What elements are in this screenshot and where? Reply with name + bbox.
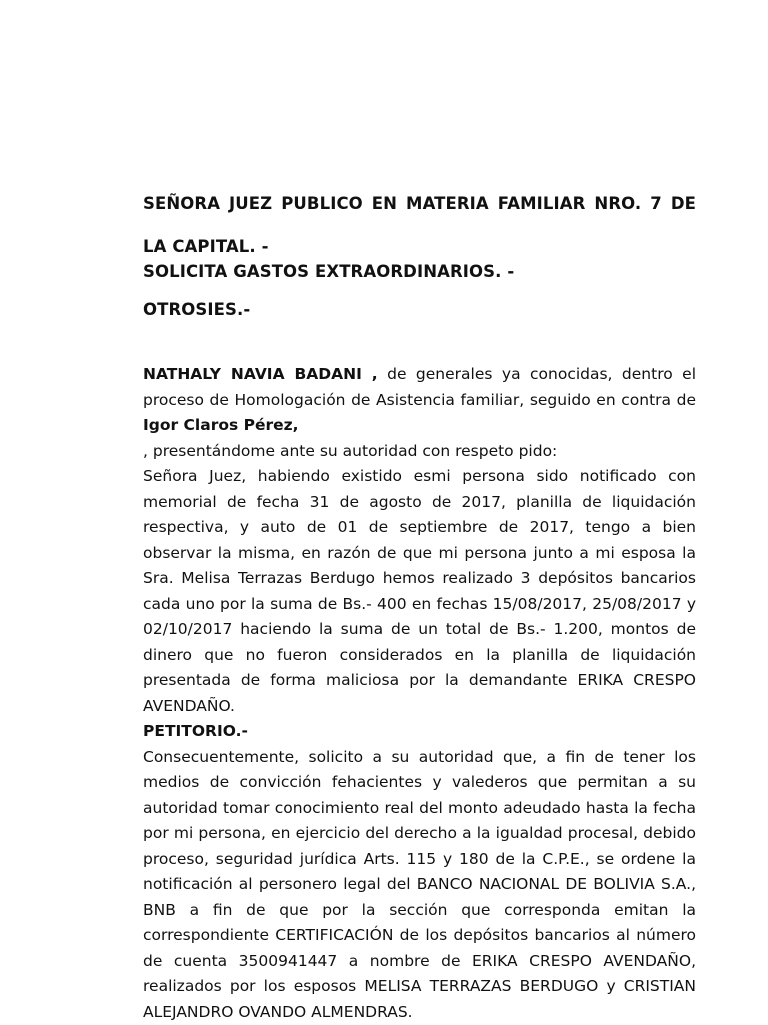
intro-paragraph (143, 362, 696, 464)
intro-text-2: , presentándome ante su autoridad con respeto pido: (143, 442, 557, 460)
opponent-name: Igor Claros Pérez, (143, 416, 299, 434)
body-paragraph-2: Consecuentemente, solicito a su autoridad que, a fin de tener los medios de convicción fehacientes y valederos que permitan a su autoridad tomar conocimiento real del monto adeudado hasta la fecha por mi persona, en ejercicio del derecho a la igualdad procesal, debido proceso, seguridad jurídica Arts. 115 y 180 de la C.P.E., se ordene la notificación al personero legal del BANCO NACIONAL DE BOLIVIA S.A., BNB a fin de que por la sección que corresponda emitan la correspondiente CERTIFICACIÓN de los depósitos bancarios al número de cuenta 3500941447 a nombre de ERIKA CRESPO AVENDAÑO, realizados por los esposos MELISA TERRAZAS BERDUGO y CRISTIAN ALEJANDRO OVANDO ALMENDRAS. (143, 745, 696, 1025)
document-body (143, 362, 696, 1025)
otrosies-heading: OTROSIES.- (143, 298, 696, 322)
petitioner-name: NATHALY NAVIA BADANI , (143, 365, 378, 383)
petitorio-heading: PETITORIO.- (143, 719, 696, 745)
subject-heading: SOLICITA GASTOS EXTRAORDINARIOS. - (143, 260, 696, 284)
court-heading: SEÑORA JUEZ PUBLICO EN MATERIA FAMILIAR NRO. 7 DE LA CAPITAL. - (143, 182, 696, 268)
body-paragraph-1: Señora Juez, habiendo existido esmi persona sido notificado con memorial de fecha 31 de agosto de 2017, planilla de liquidación respectiva, y auto de 01 de septiembre de 2017, tengo a bien observar la misma, en razón de que mi persona junto a mi esposa la Sra. Melisa Terrazas Berdugo hemos realizado 3 depósitos bancarios cada uno por la suma de Bs.- 400 en fechas 15/08/2017, 25/08/2017 y 02/10/2017 haciendo la suma de un total de Bs.- 1.200, montos de dinero que no fueron considerados en la planilla de liquidación presentada de forma maliciosa por la demandante ERIKA CRESPO AVENDAÑO. (143, 464, 696, 719)
intro-text-1: de generales ya conocidas, dentro el proceso de Homologación de Asistencia familiar, seguido en contra de (143, 365, 696, 409)
